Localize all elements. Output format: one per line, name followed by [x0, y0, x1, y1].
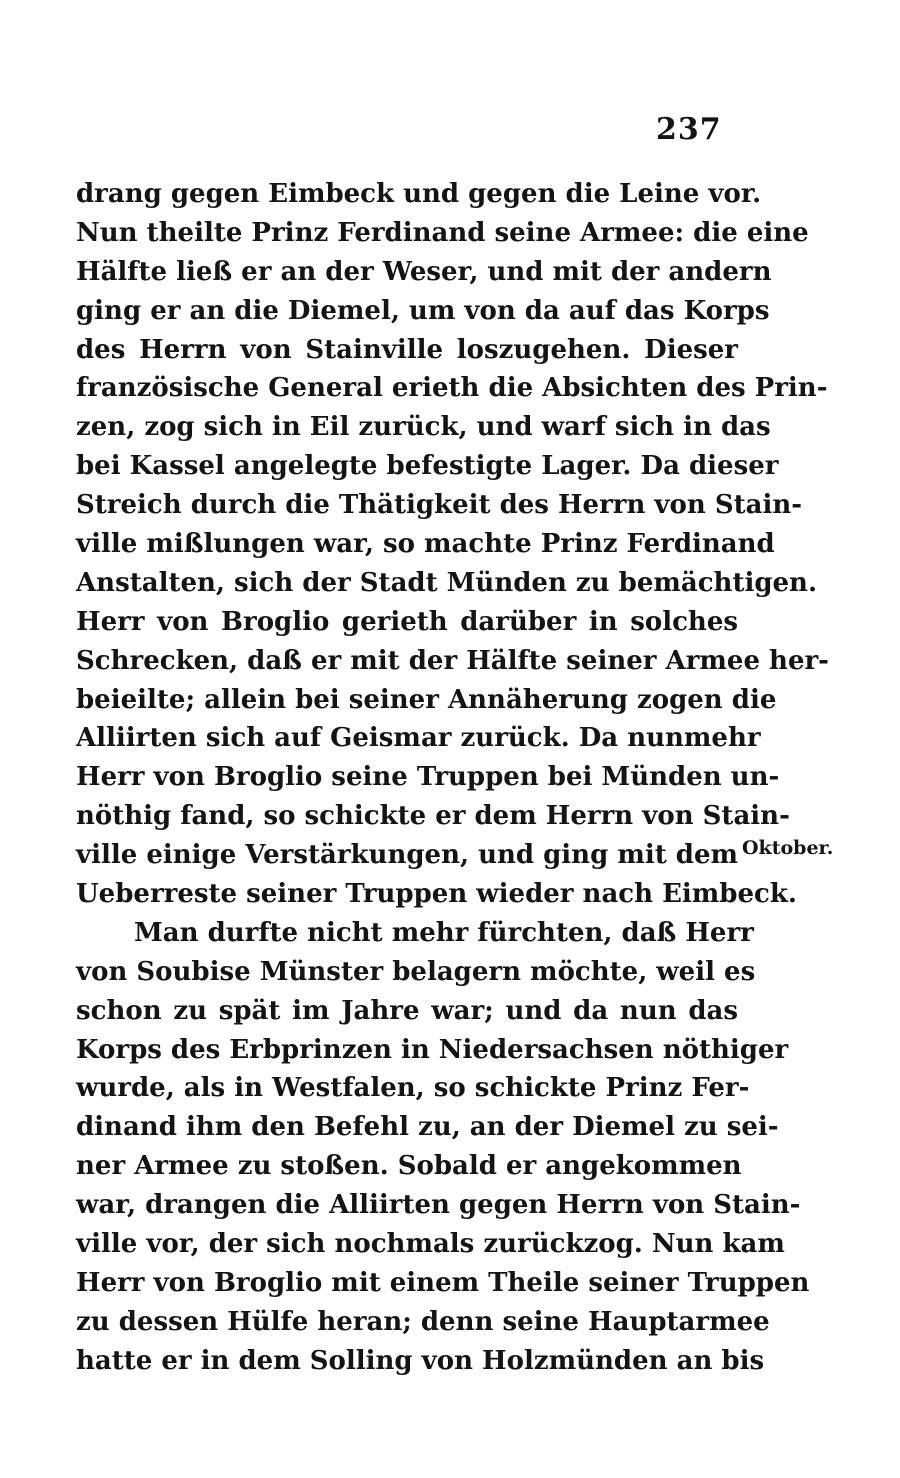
text-line: Man durfte nicht mehr fürchten, daß Herr — [134, 917, 754, 948]
text-line: Anstalten, sich der Stadt Münden zu bemächtigen. — [76, 567, 818, 598]
paragraph — [76, 914, 810, 1381]
text-line: ging er an die Diemel, um von da auf das Korps — [76, 295, 770, 326]
text-line: Hälfte ließ er an der Weser, und mit der andern — [76, 256, 772, 287]
text-line: bei Kassel angelegte befestigte Lager. Da dieser — [76, 451, 779, 482]
text-line: des Herrn von Stainville loszugehen. Dieser — [76, 334, 738, 365]
text-line: drang gegen Eimbeck und gegen die Leine vor. — [76, 179, 762, 209]
text-line: Ueberreste seiner Truppen wieder nach Eimbeck. — [76, 879, 797, 910]
text-line: Herr von Broglio mit einem Theile seiner Truppen — [76, 1267, 810, 1298]
text-line: Korps des Erbprinzen in Niedersachsen nöthiger — [76, 1034, 789, 1065]
text-line: ville vor, der sich nochmals zurückzog. Nun kam — [76, 1229, 785, 1260]
text-line: war, drangen die Alliirten gegen Herrn von Stain- — [76, 1190, 801, 1221]
text-line: ner Armee zu stoßen. Sobald er angekommen — [76, 1151, 742, 1182]
text-line: Schrecken, daß er mit der Hälfte seiner Armee her- — [76, 645, 829, 676]
text-line: Nun theilte Prinz Ferdinand seine Armee: die eine — [76, 217, 809, 248]
text-line: Alliirten sich auf Geismar zurück. Da nunmehr — [76, 723, 761, 754]
text-line: ville mißlungen war, so machte Prinz Ferdinand — [76, 529, 775, 560]
text-line: nöthig fand, so schickte er dem Herrn von Stain- — [76, 801, 790, 832]
text-line: Streich durch die Thätigkeit des Herrn von Stain- — [76, 490, 803, 521]
text-line: beieilte; allein bei seiner Annäherung zogen die — [76, 684, 777, 715]
text-line: Herr von Broglio seine Truppen bei Münden un- — [76, 762, 780, 793]
text-line: dinand ihm den Befehl zu, an der Diemel zu sei- — [76, 1112, 779, 1143]
text-line: französische General erieth die Absichten des Prin- — [76, 373, 828, 404]
text-line: Herr von Broglio gerieth darüber in solches — [76, 606, 738, 637]
text-line: von Soubise Münster belagern möchte, weil es — [76, 956, 756, 987]
text-line: schon zu spät im Jahre war; und da nun das — [76, 995, 738, 1026]
text-line: zu dessen Hülfe heran; denn seine Hauptarmee — [76, 1306, 770, 1337]
text-line: ville einige Verstärkungen, und ging mit dem — [76, 840, 738, 871]
text-line: hatte er in dem Solling von Holzmünden an bis — [76, 1345, 765, 1376]
text-line: wurde, als in Westfalen, so schickte Prinz Fer- — [76, 1073, 750, 1104]
text-line: zen, zog sich in Eil zurück, und warf sich in das — [76, 412, 771, 443]
page-number: 237 — [656, 112, 722, 147]
margin-note: Oktober. — [742, 837, 834, 859]
